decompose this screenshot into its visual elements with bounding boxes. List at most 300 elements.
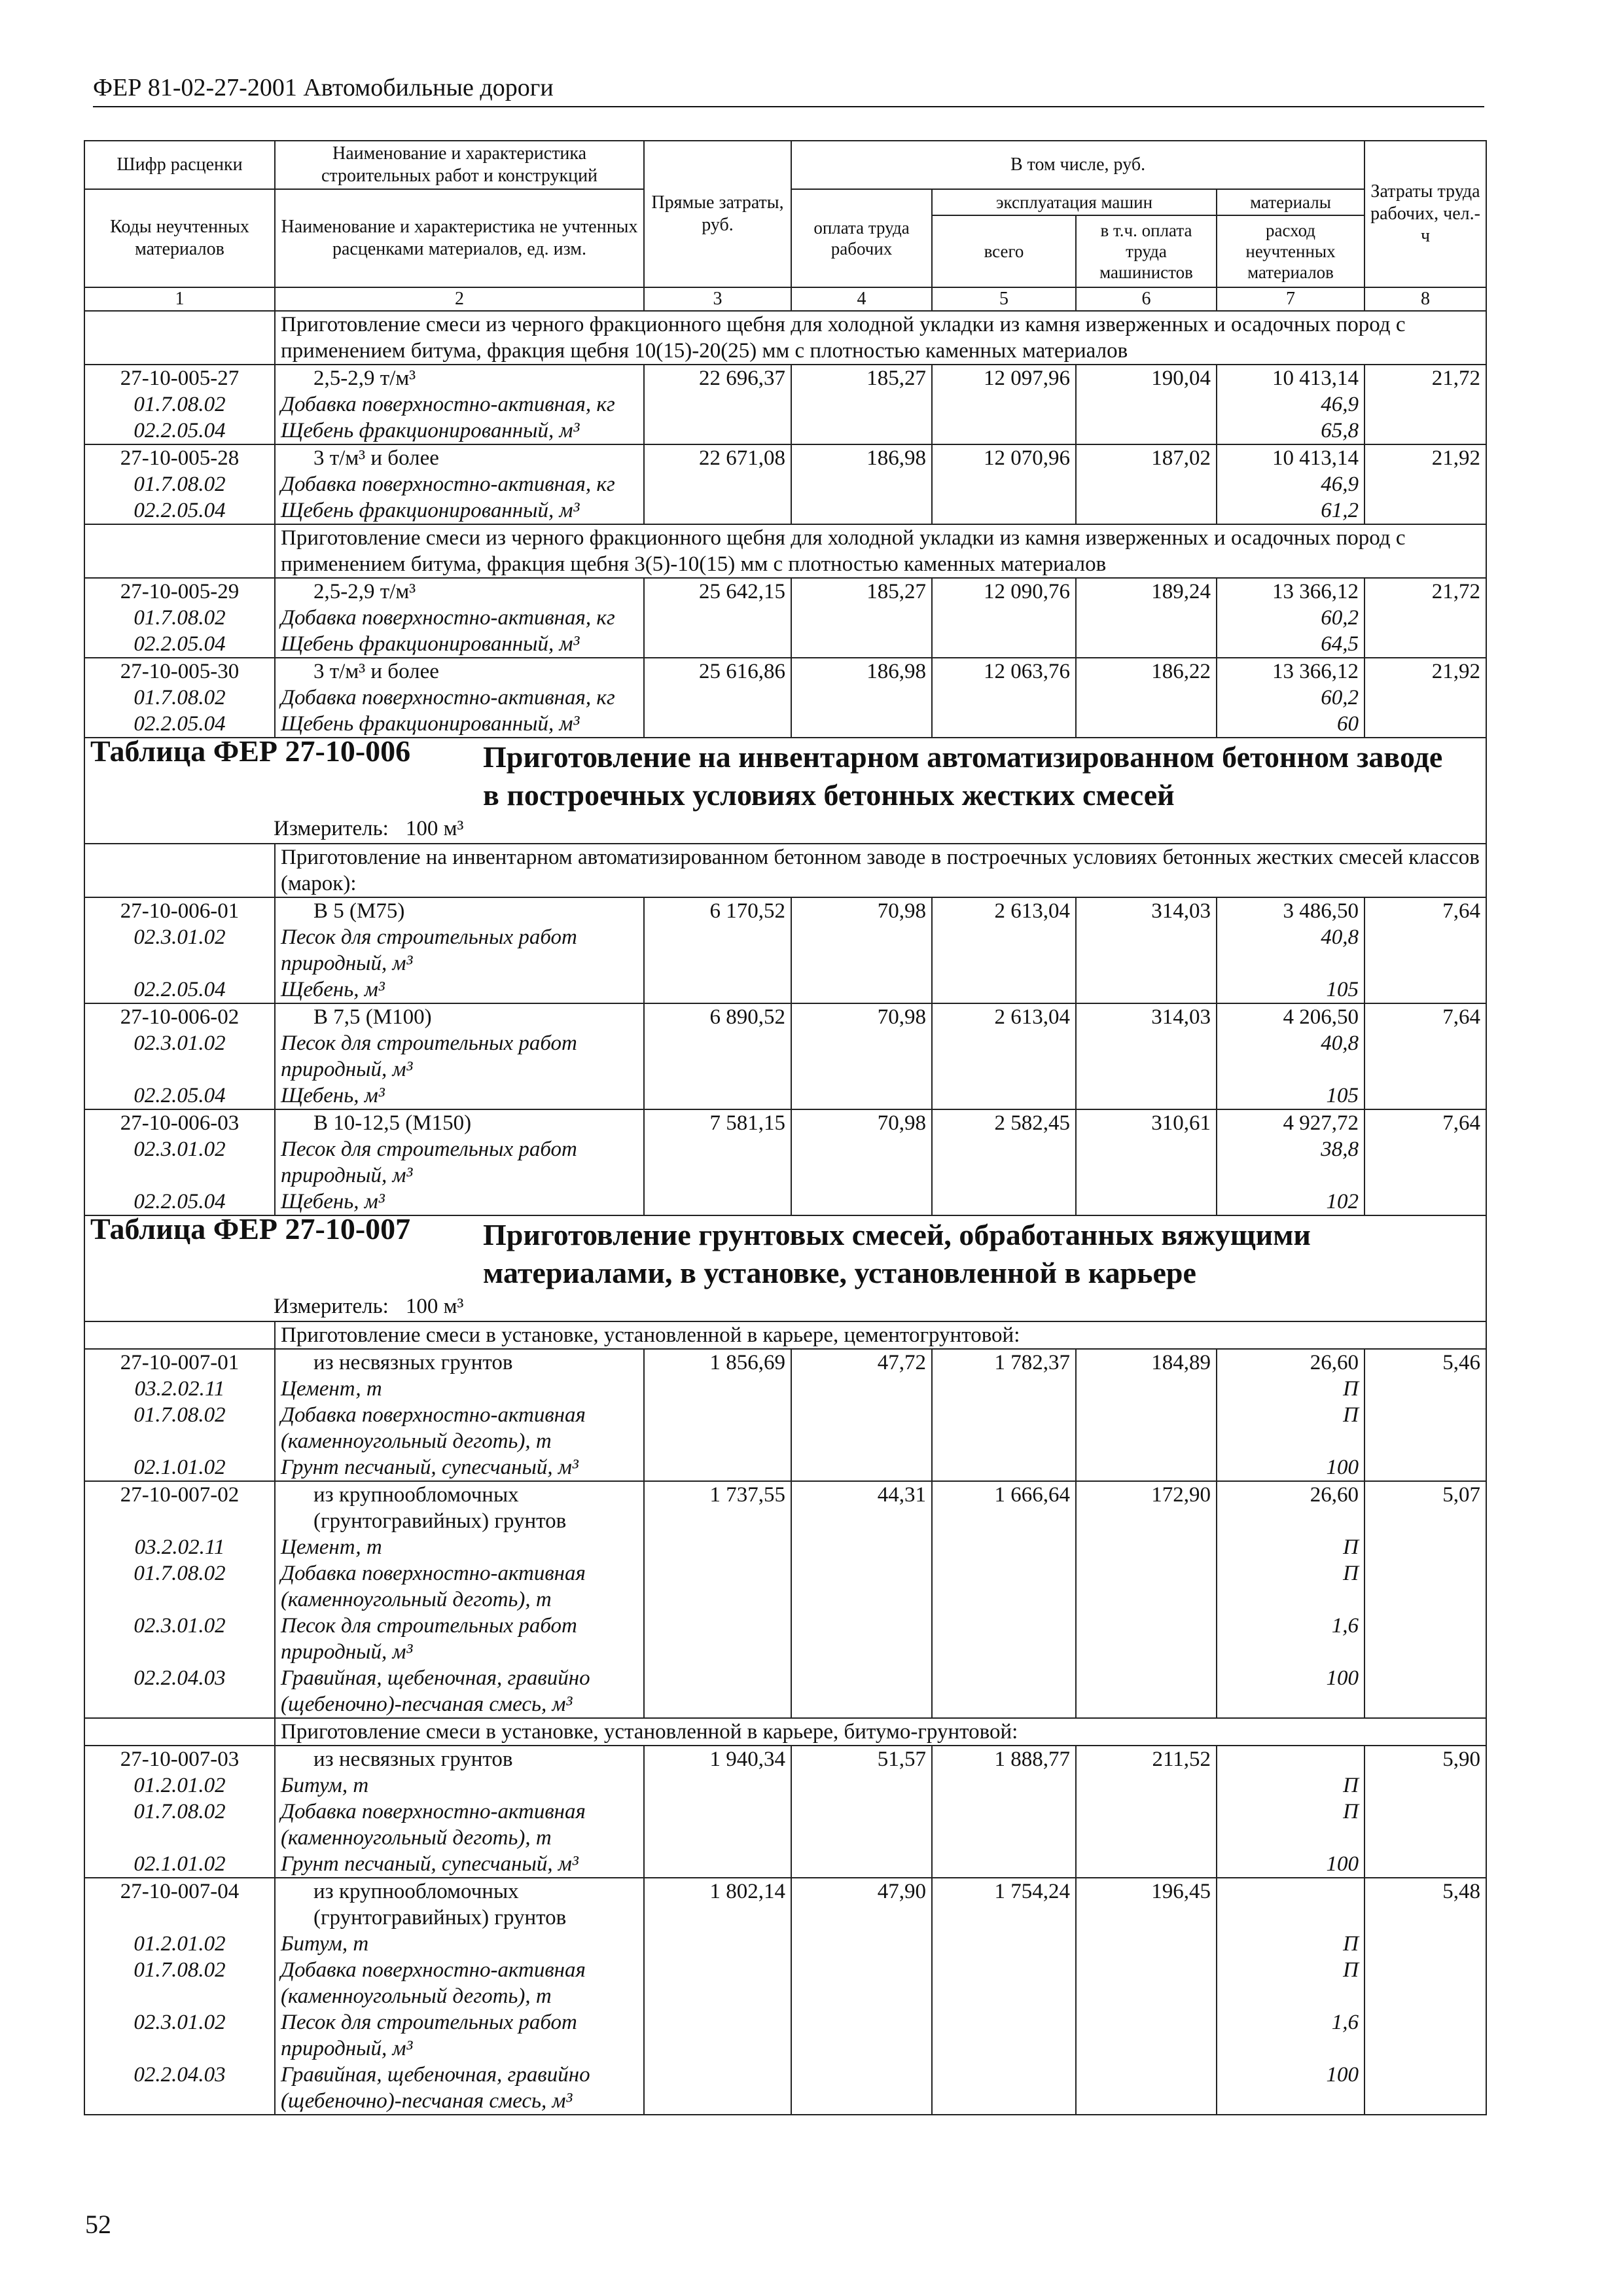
material-name: Цемент, т [275,1376,644,1402]
material-qty: 1,6 [1217,2009,1364,2062]
empty-cell [644,1189,791,1215]
direct-costs: 6 890,52 [644,1003,791,1030]
section-heading: Приготовление смеси в установке, установленной в карьере, битумо-грунтовой: [275,1718,1486,1746]
material-code: 01.7.08.02 [84,685,275,711]
col-number: 1 [84,287,275,311]
material-qty: 100 [1217,1851,1364,1878]
material-row [84,418,1486,444]
empty-cell [1364,685,1486,711]
empty-cell [1364,1136,1486,1189]
rate-name-cell [275,1349,644,1376]
rate-row [84,1349,1486,1376]
machines-total: 1 782,37 [932,1349,1076,1376]
empty-cell [1364,1030,1486,1083]
empty-cell [932,1136,1076,1189]
empty-cell [791,711,932,738]
direct-costs: 1 737,55 [644,1481,791,1534]
empty-cell [1364,1560,1486,1613]
rate-name-cell [275,578,644,605]
labor-hours: 21,72 [1364,578,1486,605]
empty-cell [1364,418,1486,444]
rate-code: 27-10-005-29 [84,578,275,605]
section-code-cell [84,1718,275,1746]
machinists-wages: 189,24 [1076,578,1217,605]
direct-costs: 22 696,37 [644,365,791,391]
material-name: Гравийная, щебеночная, гравийно (щебеночно)-песчаная смесь, м³ [275,1665,644,1718]
empty-cell [791,1136,932,1189]
empty-cell [1364,471,1486,497]
material-row [84,605,1486,631]
empty-cell [791,1957,932,2009]
machinists-wages: 314,03 [1076,897,1217,924]
material-row [84,924,1486,977]
empty-cell [1076,1665,1217,1718]
empty-cell [932,1851,1076,1878]
material-code: 01.7.08.02 [84,471,275,497]
empty-cell [932,1534,1076,1560]
material-qty: 40,8 [1217,1030,1364,1083]
empty-cell [644,1957,791,2009]
material-name: Добавка поверхностно-активная, кг [275,605,644,631]
empty-cell [1364,1957,1486,2009]
workers-wages: 70,98 [791,1003,932,1030]
material-code: 02.2.04.03 [84,1665,275,1718]
material-name: Грунт песчаный, супесчаный, м³ [275,1454,644,1481]
machinists-wages: 186,22 [1076,658,1217,685]
table-title-cell [84,1215,1486,1321]
empty-cell [644,1083,791,1109]
material-name: Щебень, м³ [275,1083,644,1109]
materials-cost: 10 413,14 [1217,444,1364,471]
rate-name: В 10-12,5 (М150) [313,1111,472,1135]
rate-name: В 7,5 (М100) [313,1005,432,1029]
empty-cell [932,1402,1076,1454]
measure-value: 100 м³ [405,1295,464,1318]
labor-hours: 5,07 [1364,1481,1486,1534]
empty-cell [932,685,1076,711]
empty-cell [1364,1851,1486,1878]
col-materials-unacc-header: расход неучтенных материалов [1217,215,1364,287]
direct-costs: 1 940,34 [644,1746,791,1772]
empty-cell [1364,2009,1486,2062]
material-code: 01.7.08.02 [84,1957,275,2009]
table-title-row [84,738,1486,844]
material-row [84,1083,1486,1109]
material-qty: П [1217,1402,1364,1454]
material-code: 02.2.05.04 [84,631,275,658]
empty-cell [791,631,932,658]
material-name: Добавка поверхностно-активная (каменноугольный деготь), т [275,1799,644,1851]
workers-wages: 70,98 [791,1109,932,1136]
empty-cell [932,2062,1076,2115]
empty-cell [791,1376,932,1402]
rate-name: из несвязных грунтов [313,1748,513,1771]
material-name: Песок для строительных работ природный, м³ [275,924,644,977]
empty-cell [791,1402,932,1454]
rate-name: из несвязных грунтов [313,1351,513,1374]
material-qty: П [1217,1772,1364,1799]
rates-table [84,140,1487,2115]
direct-costs: 1 802,14 [644,1878,791,1931]
material-code: 02.2.05.04 [84,977,275,1003]
machinists-wages: 196,45 [1076,1878,1217,1931]
empty-cell [932,977,1076,1003]
material-qty: 38,8 [1217,1136,1364,1189]
rate-code: 27-10-007-01 [84,1349,275,1376]
empty-cell [1364,1402,1486,1454]
empty-cell [644,391,791,418]
workers-wages: 186,98 [791,444,932,471]
material-qty: 100 [1217,1665,1364,1718]
empty-cell [1364,1772,1486,1799]
machinists-wages: 190,04 [1076,365,1217,391]
rate-name-cell [275,1481,644,1534]
empty-cell [932,631,1076,658]
material-name: Щебень, м³ [275,977,644,1003]
material-name: Битум, т [275,1772,644,1799]
rate-name: из крупнообломочных (грунтогравийных) грунтов [313,1483,567,1533]
empty-cell [791,1189,932,1215]
empty-cell [644,1560,791,1613]
section-heading-row [84,1321,1486,1349]
empty-cell [644,1931,791,1957]
empty-cell [932,1931,1076,1957]
direct-costs: 25 642,15 [644,578,791,605]
section-heading: Приготовление смеси из черного фракционного щебня для холодной укладки из камня изверженных и осадочных пород с применением битума, фракция щебня 10(15)-20(25) мм с плотностью каменных материалов [275,311,1486,365]
materials-cost: 4 206,50 [1217,1003,1364,1030]
material-name: Щебень, м³ [275,1189,644,1215]
col-name-materials-header: Наименование и характеристика не учтенных расценками материалов, ед. изм. [275,189,644,287]
machines-total: 12 090,76 [932,578,1076,605]
section-heading-row [84,311,1486,365]
empty-cell [644,1613,791,1665]
material-code: 02.2.05.04 [84,711,275,738]
empty-cell [1076,1376,1217,1402]
workers-wages: 44,31 [791,1481,932,1534]
material-name: Добавка поверхностно-активная (каменноугольный деготь), т [275,1957,644,2009]
material-code: 01.7.08.02 [84,1402,275,1454]
empty-cell [791,2062,932,2115]
empty-cell [932,1189,1076,1215]
col-number: 2 [275,287,644,311]
material-row [84,2062,1486,2115]
empty-cell [644,1376,791,1402]
empty-cell [932,471,1076,497]
machines-total: 12 097,96 [932,365,1076,391]
empty-cell [1076,1957,1217,2009]
material-qty: 105 [1217,1083,1364,1109]
material-row [84,1613,1486,1665]
empty-cell [791,1454,932,1481]
col-incl-header: В том числе, руб. [791,141,1364,189]
material-row [84,471,1486,497]
header-title: ФЕР 81-02-27-2001 Автомобильные дороги [93,74,554,101]
empty-cell [1076,1083,1217,1109]
empty-cell [791,391,932,418]
empty-cell [1364,924,1486,977]
page-number: 52 [85,2210,111,2239]
empty-cell [1364,1799,1486,1851]
col-number: 4 [791,287,932,311]
material-qty: П [1217,1931,1364,1957]
rate-name-cell [275,897,644,924]
rate-code: 27-10-005-28 [84,444,275,471]
empty-cell [644,924,791,977]
section-heading: Приготовление смеси в установке, установленной в карьере, цементогрунтовой: [275,1321,1486,1349]
empty-cell [1364,1931,1486,1957]
material-name: Грунт песчаный, супесчаный, м³ [275,1851,644,1878]
material-row [84,497,1486,524]
machines-total: 12 070,96 [932,444,1076,471]
empty-cell [791,685,932,711]
empty-cell [644,605,791,631]
material-code: 02.3.01.02 [84,1030,275,1083]
material-code: 02.3.01.02 [84,2009,275,2062]
material-row [84,1799,1486,1851]
empty-cell [791,497,932,524]
section-heading: Приготовление смеси из черного фракционного щебня для холодной укладки из камня изверженных и осадочных пород с применением битума, фракция щебня 3(5)-10(15) мм с плотностью каменных материалов [275,524,1486,578]
labor-hours: 7,64 [1364,897,1486,924]
rate-code: 27-10-006-02 [84,1003,275,1030]
empty-cell [644,2062,791,2115]
column-numbers-row [84,287,1486,311]
material-code: 02.3.01.02 [84,924,275,977]
col-code-header: Шифр расценки [84,141,275,189]
empty-cell [932,418,1076,444]
empty-cell [1076,497,1217,524]
machinists-wages: 172,90 [1076,1481,1217,1534]
empty-cell [1076,1772,1217,1799]
material-code: 02.1.01.02 [84,1851,275,1878]
measure-unit [90,1292,1480,1321]
empty-cell [932,1799,1076,1851]
machines-total: 2 613,04 [932,897,1076,924]
direct-costs: 1 856,69 [644,1349,791,1376]
workers-wages: 47,72 [791,1349,932,1376]
empty-cell [1076,1534,1217,1560]
section-heading: Приготовление на инвентарном автоматизированном бетонном заводе в построечных условиях бетонных жестких смесей классов (марок): [275,844,1486,897]
rate-name-cell [275,365,644,391]
empty-cell [791,1613,932,1665]
empty-cell [932,1454,1076,1481]
empty-cell [1076,471,1217,497]
empty-cell [791,924,932,977]
empty-cell [932,1957,1076,2009]
rate-row [84,1878,1486,1931]
empty-cell [791,1030,932,1083]
empty-cell [1076,605,1217,631]
empty-cell [1076,685,1217,711]
empty-cell [932,711,1076,738]
empty-cell [1076,2009,1217,2062]
material-name: Гравийная, щебеночная, гравийно (щебеночно)-песчаная смесь, м³ [275,2062,644,2115]
empty-cell [644,685,791,711]
material-name: Щебень фракционированный, м³ [275,631,644,658]
material-qty: 61,2 [1217,497,1364,524]
material-qty: 40,8 [1217,924,1364,977]
table-title-cell [84,738,1486,844]
empty-cell [932,924,1076,977]
material-name: Песок для строительных работ природный, м³ [275,1030,644,1083]
workers-wages: 185,27 [791,365,932,391]
rate-code: 27-10-005-27 [84,365,275,391]
materials-cost: 13 366,12 [1217,578,1364,605]
labor-hours: 21,92 [1364,658,1486,685]
rate-code: 27-10-007-04 [84,1878,275,1931]
labor-hours: 21,72 [1364,365,1486,391]
measure-value: 100 м³ [405,817,464,840]
empty-cell [1076,1613,1217,1665]
empty-cell [644,2009,791,2062]
rate-name: 2,5-2,9 т/м³ [313,367,416,390]
empty-cell [1364,1665,1486,1718]
empty-cell [1076,1136,1217,1189]
col-number: 5 [932,287,1076,311]
material-code: 02.2.04.03 [84,2062,275,2115]
material-code: 01.2.01.02 [84,1772,275,1799]
material-code: 02.2.05.04 [84,1083,275,1109]
material-row [84,685,1486,711]
rate-code: 27-10-005-30 [84,658,275,685]
material-code: 02.3.01.02 [84,1136,275,1189]
rate-row [84,444,1486,471]
empty-cell [791,2009,932,2062]
rate-code: 27-10-007-03 [84,1746,275,1772]
empty-cell [644,977,791,1003]
rate-code: 27-10-006-01 [84,897,275,924]
material-row [84,977,1486,1003]
material-row [84,1560,1486,1613]
empty-cell [932,1665,1076,1718]
measure-label: Измеритель: [274,817,389,840]
col-number: 6 [1076,287,1217,311]
machinists-wages: 187,02 [1076,444,1217,471]
machinists-wages: 184,89 [1076,1349,1217,1376]
empty-cell [1076,977,1217,1003]
material-name: Песок для строительных работ природный, м³ [275,1136,644,1189]
empty-cell [1076,1189,1217,1215]
empty-cell [791,471,932,497]
empty-cell [1364,711,1486,738]
section-code-cell [84,1321,275,1349]
material-code: 03.2.02.11 [84,1534,275,1560]
empty-cell [791,1772,932,1799]
workers-wages: 185,27 [791,578,932,605]
rate-name-cell [275,444,644,471]
materials-cost: 4 927,72 [1217,1109,1364,1136]
labor-hours: 7,64 [1364,1109,1486,1136]
rate-name: из крупнообломочных (грунтогравийных) грунтов [313,1880,567,1929]
empty-cell [644,711,791,738]
empty-cell [1076,711,1217,738]
empty-cell [1364,1189,1486,1215]
section-heading-row [84,844,1486,897]
section-code-cell [84,311,275,365]
rate-name: 3 т/м³ и более [313,446,439,470]
empty-cell [932,2009,1076,2062]
section-heading-row [84,524,1486,578]
material-row [84,711,1486,738]
rate-row [84,1003,1486,1030]
empty-cell [1076,631,1217,658]
machines-total: 1 888,77 [932,1746,1076,1772]
rate-row [84,1481,1486,1534]
machines-total: 12 063,76 [932,658,1076,685]
empty-cell [1364,631,1486,658]
empty-cell [1076,418,1217,444]
empty-cell [932,391,1076,418]
empty-cell [1364,1454,1486,1481]
material-qty: П [1217,1560,1364,1613]
rate-row [84,1109,1486,1136]
empty-cell [1076,2062,1217,2115]
machines-total: 1 666,64 [932,1481,1076,1534]
empty-cell [1364,391,1486,418]
empty-cell [644,1030,791,1083]
material-row [84,1931,1486,1957]
machines-total: 1 754,24 [932,1878,1076,1931]
material-code: 02.2.05.04 [84,497,275,524]
materials-cost: 10 413,14 [1217,365,1364,391]
material-qty: 64,5 [1217,631,1364,658]
rate-row [84,658,1486,685]
empty-cell [1364,977,1486,1003]
material-code: 02.2.05.04 [84,418,275,444]
empty-cell [1364,1376,1486,1402]
material-qty: 65,8 [1217,418,1364,444]
empty-cell [644,1665,791,1718]
material-code: 02.2.05.04 [84,1189,275,1215]
empty-cell [1364,605,1486,631]
empty-cell [791,977,932,1003]
material-qty: 100 [1217,2062,1364,2115]
measure-label: Измеритель: [274,1295,389,1318]
section-code-cell [84,524,275,578]
material-name: Щебень фракционированный, м³ [275,711,644,738]
machinists-wages: 211,52 [1076,1746,1217,1772]
empty-cell [1364,1613,1486,1665]
rate-row [84,1746,1486,1772]
empty-cell [644,1799,791,1851]
material-row [84,1665,1486,1718]
empty-cell [1076,1030,1217,1083]
empty-cell [791,1665,932,1718]
material-name: Добавка поверхностно-активная, кг [275,685,644,711]
material-name: Добавка поверхностно-активная, кг [275,471,644,497]
workers-wages: 186,98 [791,658,932,685]
machinists-wages: 314,03 [1076,1003,1217,1030]
empty-cell [791,1083,932,1109]
labor-hours: 7,64 [1364,1003,1486,1030]
empty-cell [644,418,791,444]
col-machines-wages-header: в т.ч. оплата труда машинистов [1076,215,1217,287]
empty-cell [932,1613,1076,1665]
material-row [84,1030,1486,1083]
material-row [84,1402,1486,1454]
material-name: Цемент, т [275,1534,644,1560]
empty-cell [644,1454,791,1481]
labor-hours: 21,92 [1364,444,1486,471]
material-qty: 105 [1217,977,1364,1003]
rate-name: 3 т/м³ и более [313,660,439,683]
empty-cell [1076,1851,1217,1878]
empty-cell [644,1402,791,1454]
running-header [93,73,1484,107]
empty-cell [1076,391,1217,418]
col-labor-header: Затраты труда рабочих, чел.-ч [1364,141,1486,287]
empty-cell [644,631,791,658]
rate-name-cell [275,1878,644,1931]
